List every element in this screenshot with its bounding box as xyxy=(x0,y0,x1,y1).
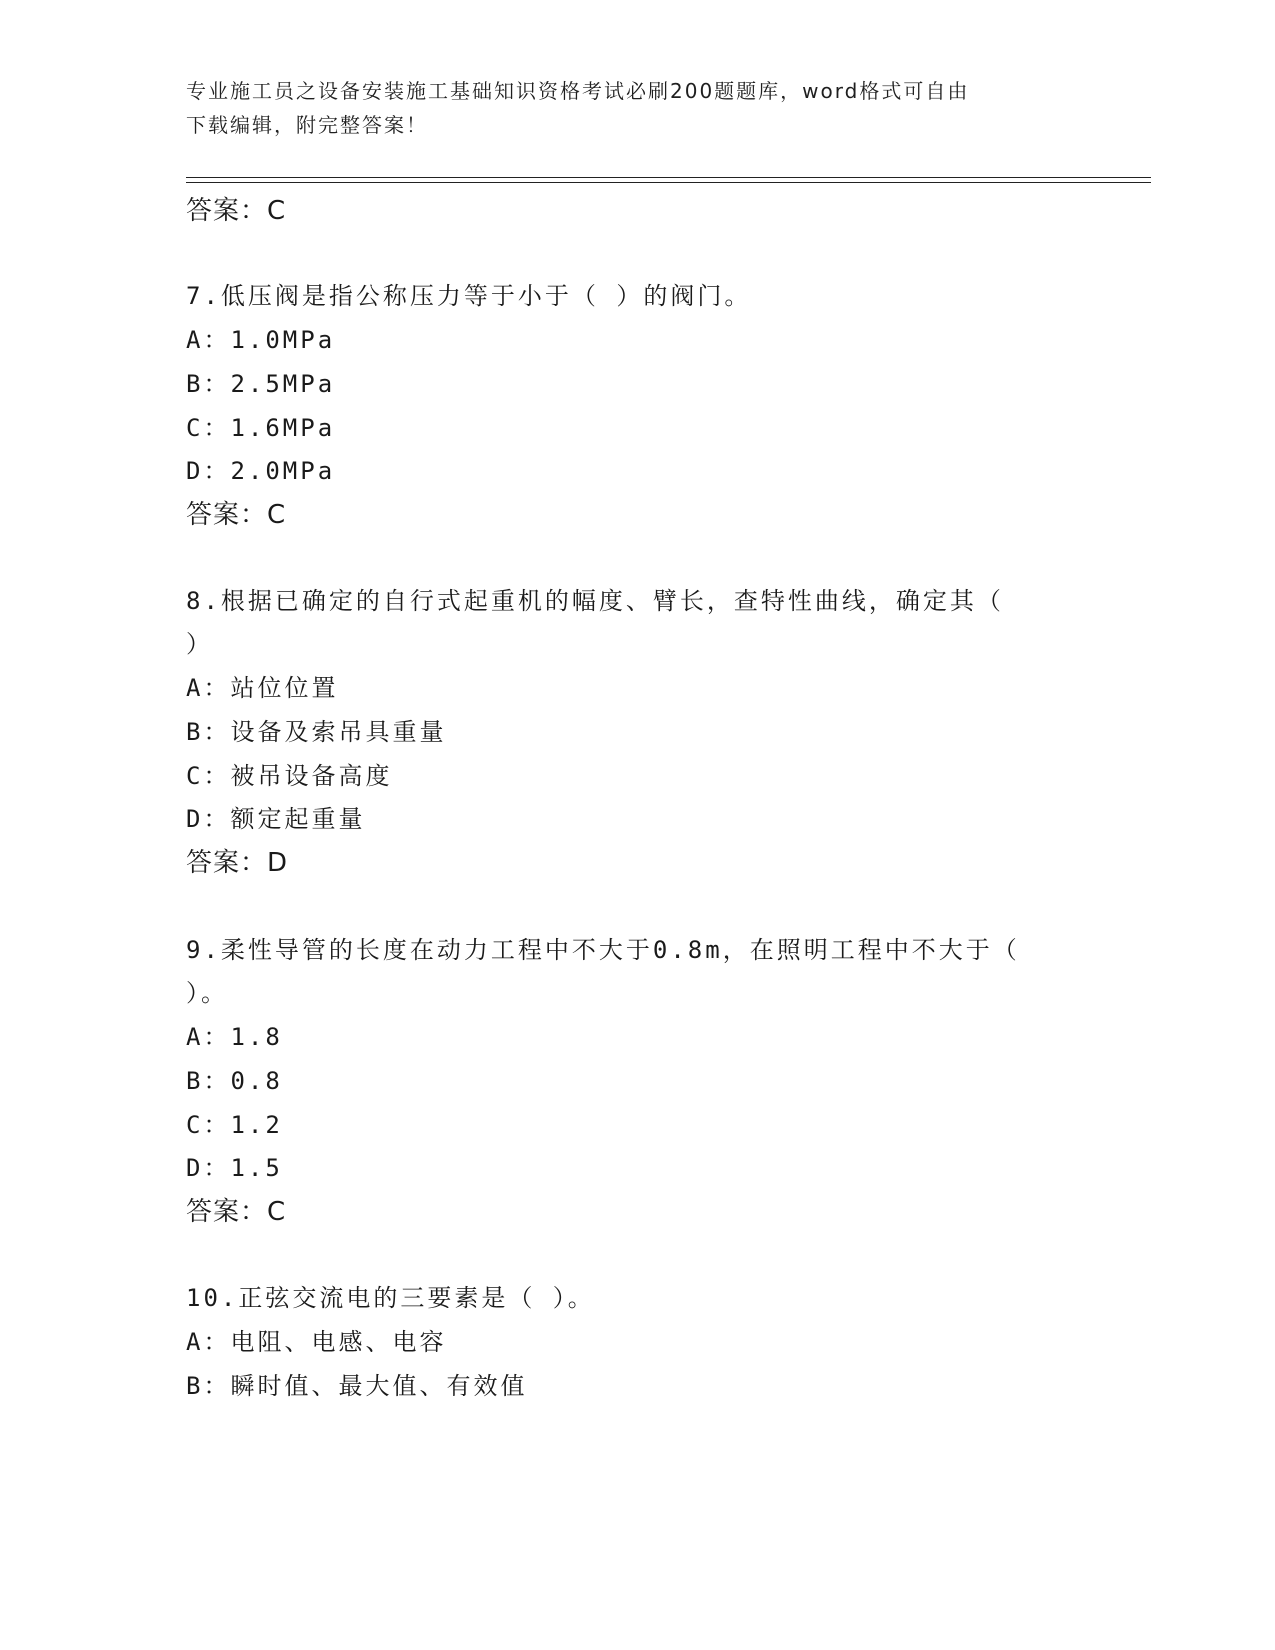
question-8-line-2: ） xyxy=(186,630,213,658)
q8-option-b: B：设备及索吊具重量 xyxy=(186,718,447,746)
q7-option-d: D：2.0MPa xyxy=(186,457,336,485)
q8-option-c: C：被吊设备高度 xyxy=(186,762,393,790)
header-line-1: 专业施工员之设备安装施工基础知识资格考试必刷200题题库，word格式可自由 xyxy=(186,79,970,103)
q8-answer: 答案：D xyxy=(186,848,289,878)
q7-answer: 答案：C xyxy=(186,500,287,530)
question-9-line-1: 9.柔性导管的长度在动力工程中不大于0.8m，在照明工程中不大于（ xyxy=(186,936,1020,964)
q8-option-a: A：站位位置 xyxy=(186,674,339,702)
question-10: 10.正弦交流电的三要素是（ ）。 xyxy=(186,1284,595,1312)
question-9-line-2: ）。 xyxy=(186,979,228,1007)
question-7: 7.低压阀是指公称压力等于小于（ ）的阀门。 xyxy=(186,282,752,310)
header-divider-bottom xyxy=(186,182,1151,183)
q8-option-d: D：额定起重量 xyxy=(186,805,366,833)
q9-option-d: D：1.5 xyxy=(186,1154,283,1182)
header-line-2: 下载编辑，附完整答案！ xyxy=(186,113,428,137)
q10-option-b: B：瞬时值、最大值、有效值 xyxy=(186,1372,528,1400)
header-divider-top xyxy=(186,177,1151,178)
q9-answer: 答案：C xyxy=(186,1197,287,1227)
q9-option-c: C：1.2 xyxy=(186,1111,283,1139)
document-header xyxy=(186,74,1066,142)
q7-option-c: C：1.6MPa xyxy=(186,414,336,442)
q10-option-a: A：电阻、电感、电容 xyxy=(186,1328,447,1356)
answer-previous: 答案：C xyxy=(186,196,287,226)
q9-option-a: A：1.8 xyxy=(186,1023,283,1051)
question-8-line-1: 8.根据已确定的自行式起重机的幅度、臂长，查特性曲线，确定其（ xyxy=(186,587,1004,615)
q7-option-a: A：1.0MPa xyxy=(186,326,336,354)
q9-option-b: B：0.8 xyxy=(186,1067,283,1095)
q7-option-b: B：2.5MPa xyxy=(186,370,336,398)
